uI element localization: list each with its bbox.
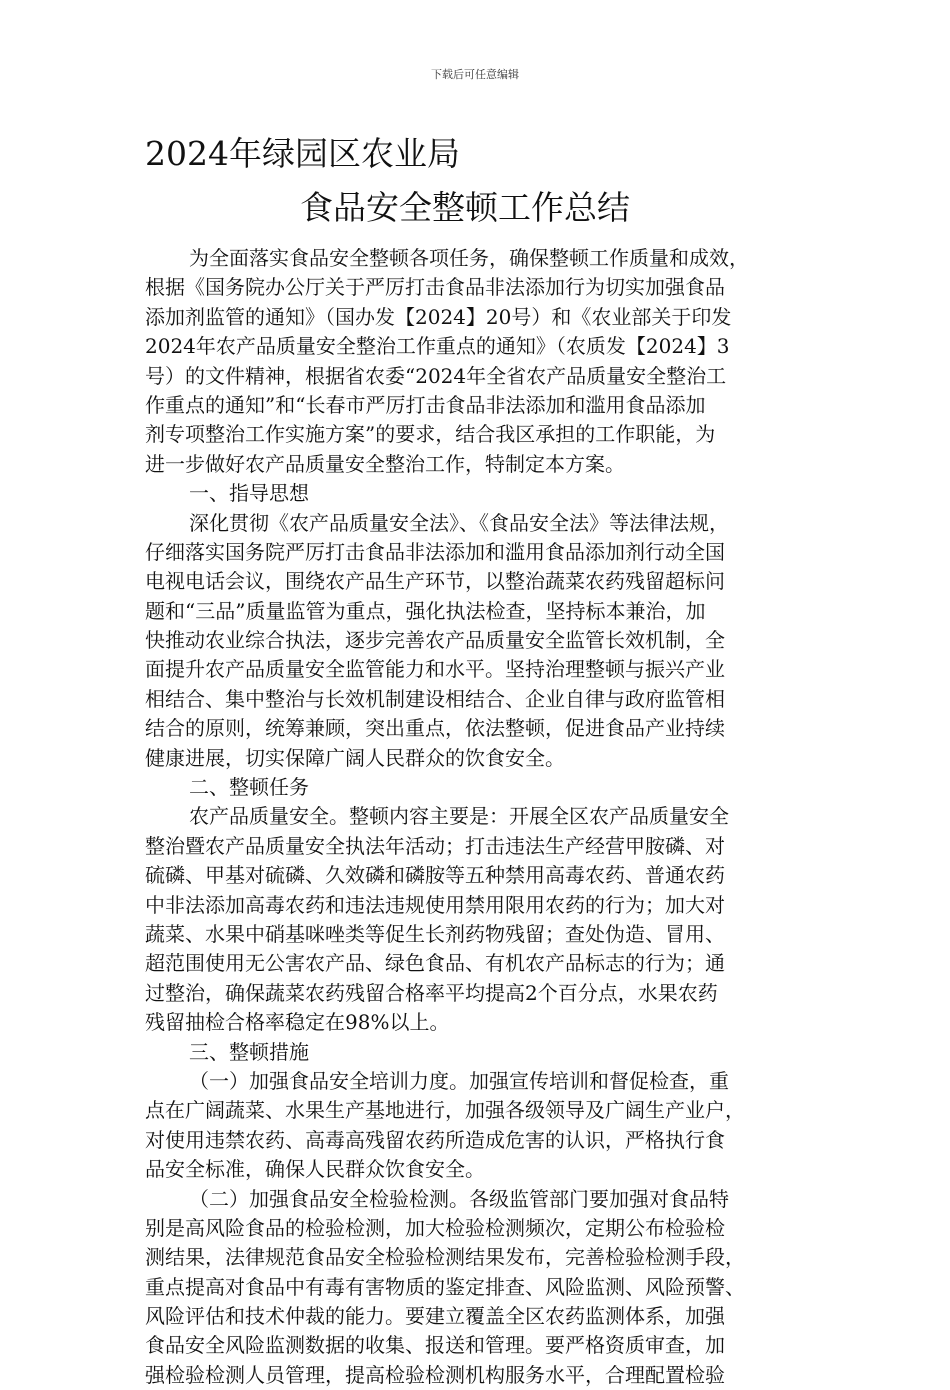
body-line: 为全面落实食品安全整顿各项任务，确保整顿工作质量和成效， <box>189 246 749 270</box>
body-line: 相结合、集中整治与长效机制建设相结合、企业自律与政府监管相 <box>145 686 725 711</box>
document-title-line-1: 2024年绿园区农业局 <box>145 134 460 173</box>
body-line: 测结果，法律规范食品安全检验检测结果发布，完善检验检测手段， <box>145 1245 745 1270</box>
body-line: 农产品质量安全。整顿内容主要是：开展全区农产品质量安全 <box>189 804 729 829</box>
body-line: 一、指导思想 <box>189 481 309 506</box>
body-line: 超范围使用无公害农产品、绿色食品、有机农产品标志的行为；通 <box>145 951 725 976</box>
body-line: 深化贯彻《农产品质量安全法》、《食品安全法》等法律法规， <box>189 510 729 535</box>
document-title-line-2: 食品安全整顿工作总结 <box>300 188 630 227</box>
document-body <box>145 244 820 1390</box>
body-line: 仔细落实国务院严厉打击食品非法添加和滥用食品添加剂行动全国 <box>145 539 725 564</box>
body-line: 过整治，确保蔬菜农药残留合格率平均提高2个百分点，水果农药 <box>145 980 718 1005</box>
header-note: 下载后可任意编辑 <box>431 68 519 81</box>
body-line: 残留抽检合格率稳定在98%以上。 <box>145 1010 450 1035</box>
body-line: （二）加强食品安全检验检测。各级监管部门要加强对食品特 <box>189 1186 729 1211</box>
body-line: 重点提高对食品中有毒有害物质的鉴定排查、风险监测、风险预警、 <box>145 1274 745 1299</box>
body-line: 题和“三品”质量监管为重点，强化执法检查，坚持标本兼治，加 <box>145 598 706 623</box>
body-line: 蔬菜、水果中硝基咪唑类等促生长剂药物残留；查处伪造、冒用、 <box>145 921 725 946</box>
body-line: 硫磷、甲基对硫磷、久效磷和磷胺等五种禁用高毒农药、普通农药 <box>145 863 725 888</box>
body-line: 作重点的通知”和“长春市严厉打击食品非法添加和滥用食品添加 <box>145 392 706 417</box>
body-line: （一）加强食品安全培训力度。加强宣传培训和督促检查，重 <box>189 1068 729 1093</box>
body-line: 食品安全风险监测数据的收集、报送和管理。要严格资质审查，加 <box>145 1333 725 1358</box>
body-line: 号）的文件精神，根据省农委“2024年全省农产品质量安全整治工 <box>145 363 727 388</box>
body-line: 剂专项整治工作实施方案”的要求，结合我区承担的工作职能，为 <box>145 422 716 447</box>
body-line: 添加剂监管的通知》（国办发【2024】20号）和《农业部关于印发 <box>145 304 732 329</box>
body-line: 别是高风险食品的检验检测，加大检验检测频次，定期公布检验检 <box>145 1215 725 1240</box>
body-line: 风险评估和技术仲裁的能力。要建立覆盖全区农药监测体系，加强 <box>145 1304 725 1329</box>
body-line: 点在广阔蔬菜、水果生产基地进行，加强各级领导及广阔生产业户， <box>145 1098 745 1123</box>
body-line: 快推动农业综合执法，逐步完善农产品质量安全监管长效机制，全 <box>145 628 725 653</box>
body-line: 面提升农产品质量安全监管能力和水平。坚持治理整顿与振兴产业 <box>145 657 725 682</box>
body-line: 整治暨农产品质量安全执法年活动；打击违法生产经营甲胺磷、对 <box>145 833 725 858</box>
body-line: 强检验检测人员管理，提高检验检测机构服务水平，合理配置检验 <box>145 1362 725 1387</box>
body-line: 2024年农产品质量安全整治工作重点的通知》（农质发【2024】3 <box>145 334 730 359</box>
body-line: 电视电话会议，围绕农产品生产环节，以整治蔬菜农药残留超标问 <box>145 569 725 594</box>
body-line: 结合的原则，统筹兼顾，突出重点，依法整顿，促进食品产业持续 <box>145 716 725 741</box>
body-line: 进一步做好农产品质量安全整治工作，特制定本方案。 <box>145 451 625 476</box>
body-line: 对使用违禁农药、高毒高残留农药所造成危害的认识，严格执行食 <box>145 1127 725 1152</box>
body-line: 健康进展，切实保障广阔人民群众的饮食安全。 <box>145 745 565 770</box>
body-line: 根据《国务院办公厅关于严厉打击食品非法添加行为切实加强食品 <box>145 275 725 300</box>
body-line: 三、整顿措施 <box>189 1039 309 1064</box>
body-line: 二、整顿任务 <box>189 775 309 800</box>
body-line: 品安全标准，确保人民群众饮食安全。 <box>145 1157 485 1182</box>
body-line: 中非法添加高毒农药和违法违规使用禁用限用农药的行为；加大对 <box>145 892 725 917</box>
